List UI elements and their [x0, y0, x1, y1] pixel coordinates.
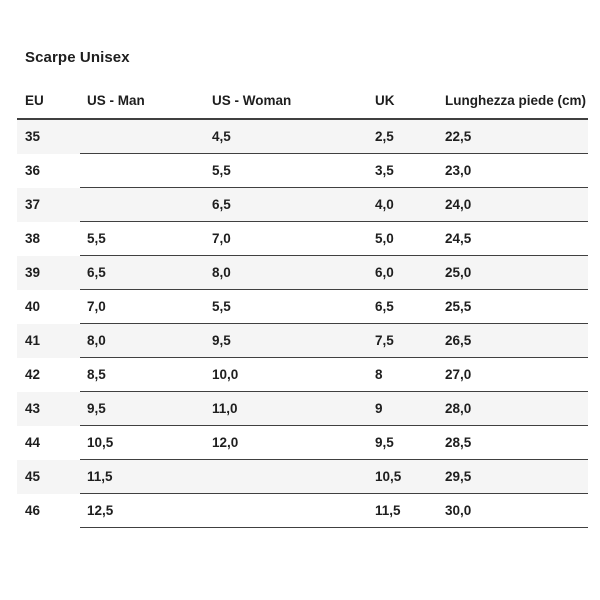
column-header-foot-length: Lunghezza piede (cm) — [438, 93, 588, 119]
cell-eu: 41 — [17, 324, 80, 358]
cell-us-woman: 10,0 — [205, 358, 368, 392]
cell-us-man: 8,0 — [80, 324, 205, 358]
table-row — [17, 119, 588, 154]
cell-foot-length-cm: 28,0 — [438, 392, 588, 426]
column-header-us-man: US - Man — [80, 93, 205, 119]
page-title: Scarpe Unisex — [25, 49, 130, 66]
cell-uk: 3,5 — [368, 154, 438, 188]
cell-foot-length-cm: 25,0 — [438, 256, 588, 290]
table-row — [17, 426, 588, 460]
cell-us-man: 11,5 — [80, 460, 205, 494]
cell-foot-length-cm: 29,5 — [438, 460, 588, 494]
cell-foot-length-cm: 30,0 — [438, 494, 588, 528]
table-header-row — [17, 93, 588, 119]
cell-us-woman — [205, 460, 368, 494]
cell-uk: 6,5 — [368, 290, 438, 324]
cell-uk: 11,5 — [368, 494, 438, 528]
cell-eu: 35 — [17, 119, 80, 154]
size-table-body — [17, 119, 588, 528]
column-header-uk: UK — [368, 93, 438, 119]
table-row — [17, 324, 588, 358]
cell-us-man: 10,5 — [80, 426, 205, 460]
cell-eu: 37 — [17, 188, 80, 222]
cell-foot-length-cm: 26,5 — [438, 324, 588, 358]
cell-us-woman: 9,5 — [205, 324, 368, 358]
table-row — [17, 290, 588, 324]
cell-us-man: 5,5 — [80, 222, 205, 256]
table-row — [17, 460, 588, 494]
cell-us-man: 6,5 — [80, 256, 205, 290]
cell-us-woman — [205, 494, 368, 528]
cell-eu: 42 — [25, 367, 41, 382]
cell-us-man: 8,5 — [80, 358, 205, 392]
table-row — [17, 188, 588, 222]
cell-uk: 2,5 — [368, 119, 438, 154]
cell-us-man: 9,5 — [80, 392, 205, 426]
column-header-us-woman: US - Woman — [205, 93, 368, 119]
cell-us-man — [80, 188, 205, 222]
cell-uk: 5,0 — [368, 222, 438, 256]
table-row — [17, 154, 588, 188]
cell-uk: 6,0 — [368, 256, 438, 290]
cell-uk: 9 — [368, 392, 438, 426]
cell-us-woman: 11,0 — [205, 392, 368, 426]
table-row — [17, 494, 588, 528]
column-header-eu: EU — [17, 93, 80, 119]
cell-foot-length-cm: 25,5 — [438, 290, 588, 324]
cell-foot-length-cm: 22,5 — [438, 119, 588, 154]
cell-us-woman: 5,5 — [205, 154, 368, 188]
cell-eu: 44 — [25, 435, 41, 450]
cell-eu: 38 — [25, 231, 41, 246]
cell-foot-length-cm: 24,5 — [438, 222, 588, 256]
cell-us-woman: 7,0 — [205, 222, 368, 256]
cell-us-woman: 4,5 — [205, 119, 368, 154]
table-row — [17, 222, 588, 256]
size-table — [17, 93, 588, 528]
cell-foot-length-cm: 23,0 — [438, 154, 588, 188]
cell-us-man — [80, 154, 205, 188]
cell-eu: 43 — [17, 392, 80, 426]
cell-us-man: 7,0 — [80, 290, 205, 324]
cell-uk: 10,5 — [368, 460, 438, 494]
cell-foot-length-cm: 24,0 — [438, 188, 588, 222]
cell-us-woman: 6,5 — [205, 188, 368, 222]
cell-uk: 7,5 — [368, 324, 438, 358]
table-row — [17, 358, 588, 392]
cell-uk: 8 — [368, 358, 438, 392]
cell-eu: 40 — [25, 299, 41, 314]
cell-eu: 46 — [25, 503, 41, 518]
cell-foot-length-cm: 27,0 — [438, 358, 588, 392]
table-row — [17, 392, 588, 426]
table-row — [17, 256, 588, 290]
cell-eu: 45 — [17, 460, 80, 494]
cell-us-woman: 8,0 — [205, 256, 368, 290]
cell-eu: 36 — [25, 163, 41, 178]
cell-us-man — [80, 119, 205, 154]
cell-eu: 39 — [17, 256, 80, 290]
cell-us-woman: 5,5 — [205, 290, 368, 324]
cell-us-man: 12,5 — [80, 494, 205, 528]
cell-us-woman: 12,0 — [205, 426, 368, 460]
cell-foot-length-cm: 28,5 — [438, 426, 588, 460]
cell-uk: 4,0 — [368, 188, 438, 222]
cell-uk: 9,5 — [368, 426, 438, 460]
